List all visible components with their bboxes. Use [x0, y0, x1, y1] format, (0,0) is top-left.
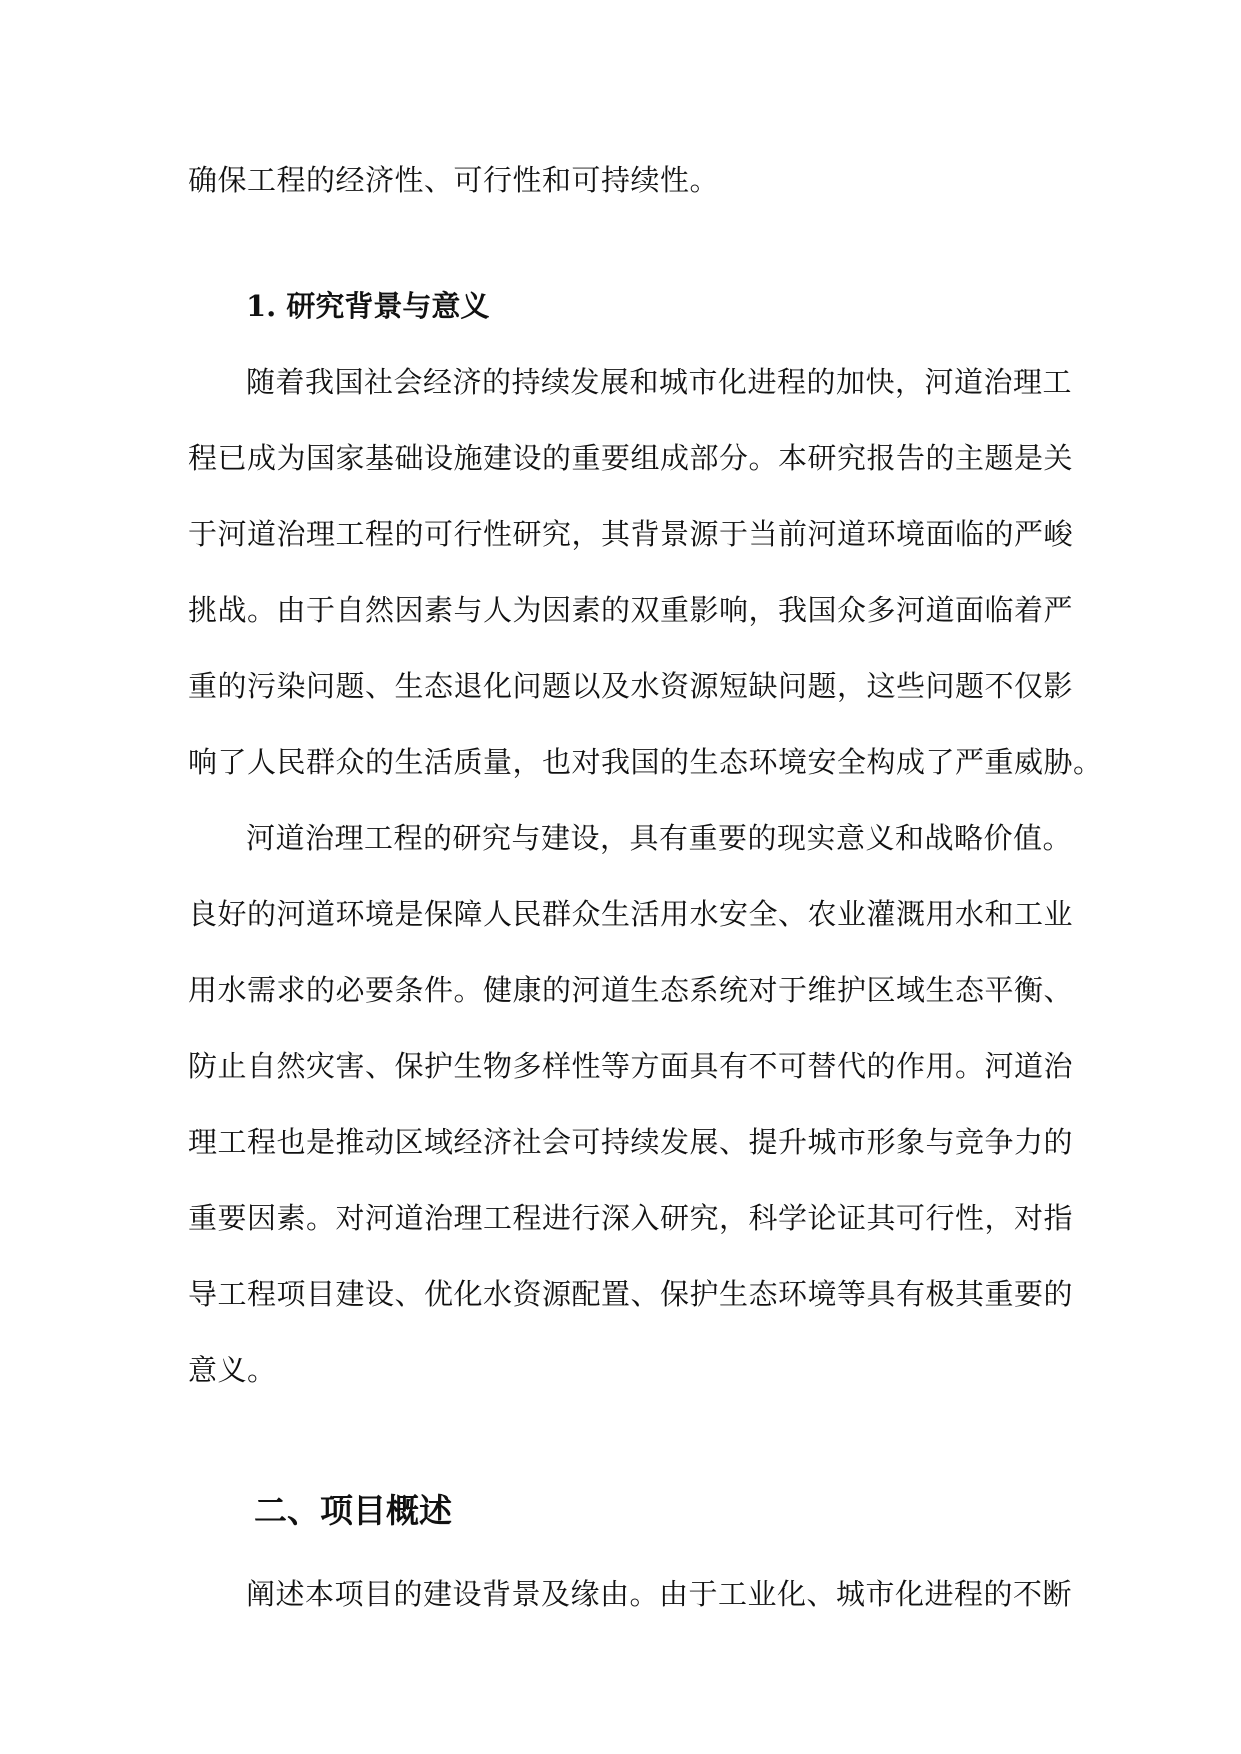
paragraph-line: 于河道治理工程的可行性研究，其背景源于当前河道环境面临的严峻 — [188, 517, 1074, 551]
paragraph-line: 良好的河道环境是保障人民群众生活用水安全、农业灌溉用水和工业 — [188, 897, 1074, 931]
paragraph-line: 重的污染问题、生态退化问题以及水资源短缺问题，这些问题不仅影 — [188, 669, 1074, 703]
paragraph-line: 用水需求的必要条件。健康的河道生态系统对于维护区域生态平衡、 — [188, 973, 1074, 1007]
paragraph-line: 河道治理工程的研究与建设，具有重要的现实意义和战略价值。 — [246, 821, 1073, 855]
paragraph-line: 程已成为国家基础设施建设的重要组成部分。本研究报告的主题是关 — [188, 441, 1074, 475]
paragraph-line: 意义。 — [188, 1353, 277, 1387]
paragraph-line: 导工程项目建设、优化水资源配置、保护生态环境等具有极其重要的 — [188, 1277, 1074, 1311]
paragraph-significance — [188, 800, 1074, 1408]
section-heading-project-overview: 二、项目概述 — [254, 1491, 452, 1530]
paragraph-line: 理工程也是推动区域经济社会可持续发展、提升城市形象与竞争力的 — [188, 1125, 1074, 1159]
paragraph-line: 挑战。由于自然因素与人为因素的双重影响，我国众多河道面临着严 — [188, 593, 1074, 627]
paragraph-line: 随着我国社会经济的持续发展和城市化进程的加快，河道治理工 — [246, 365, 1073, 399]
lead-text-line: 确保工程的经济性、可行性和可持续性。 — [188, 163, 720, 197]
paragraph-line: 重要因素。对河道治理工程进行深入研究，科学论证其可行性，对指 — [188, 1201, 1074, 1235]
paragraph-background — [188, 344, 1103, 800]
paragraph-line: 响了人民群众的生活质量，也对我国的生态环境安全构成了严重威胁。 — [188, 745, 1103, 779]
section-heading-research-background: 1. 研究背景与意义 — [246, 289, 490, 323]
paragraph-line: 阐述本项目的建设背景及缘由。由于工业化、城市化进程的不断 — [246, 1577, 1073, 1611]
paragraph-line: 防止自然灾害、保护生物多样性等方面具有不可替代的作用。河道治 — [188, 1049, 1074, 1083]
paragraph-project-overview — [188, 1556, 1073, 1632]
document-body — [188, 142, 1103, 1632]
